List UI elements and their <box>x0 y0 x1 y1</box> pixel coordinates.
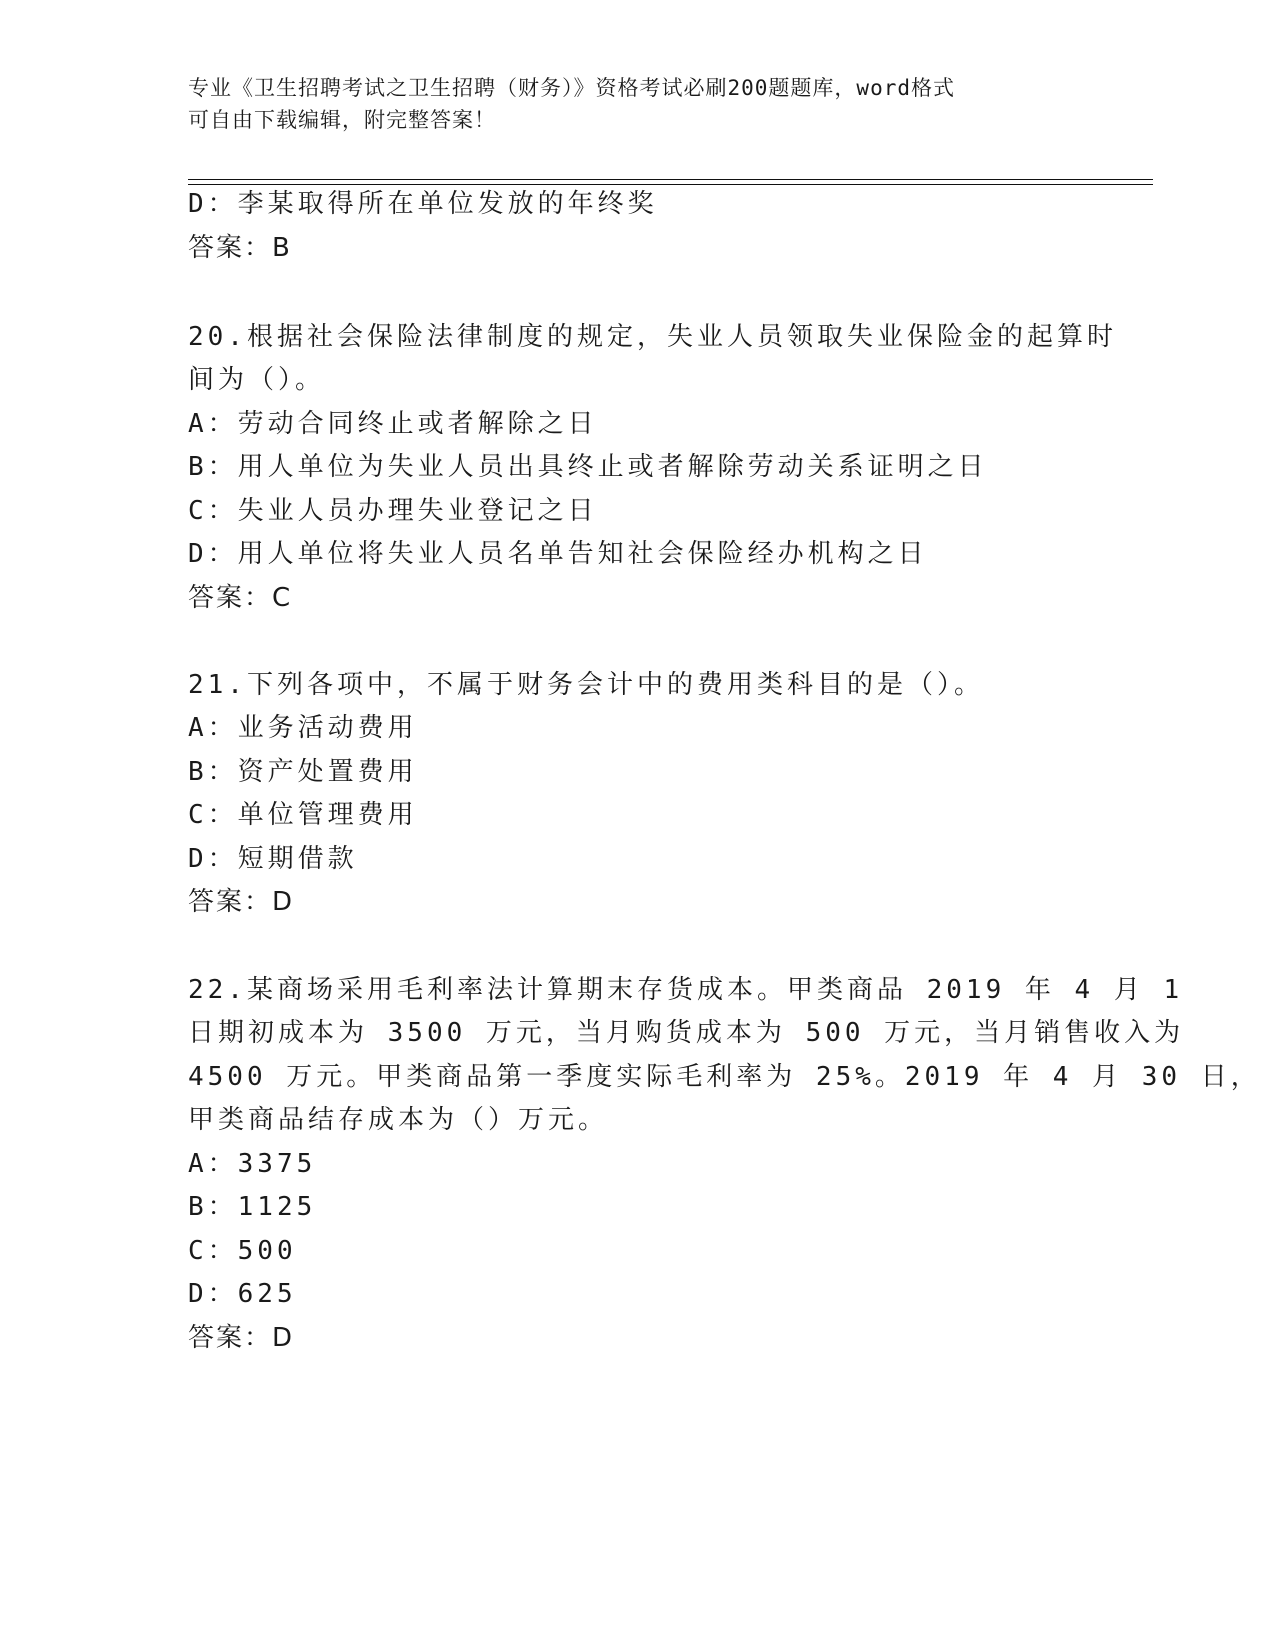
q22-stem-line-4: 甲类商品结存成本为（）万元。 <box>188 1105 609 1135</box>
q22-answer: 答案：D <box>188 1323 295 1353</box>
q20-answer: 答案：C <box>188 583 293 613</box>
q20-stem-line-2: 间为（）。 <box>188 365 326 395</box>
header-line-1: 专业《卫生招聘考试之卫生招聘（财务）》资格考试必刷200题题库，word格式 <box>188 76 955 100</box>
q22-option-a: A：3375 <box>188 1149 317 1179</box>
q22-stem-line-3: 4500 万元。甲类商品第一季度实际毛利率为 25%。2019 年 4 月 30 日， <box>188 1062 1261 1092</box>
prev-answer: 答案：B <box>188 233 292 263</box>
q21-option-c: C：单位管理费用 <box>188 800 418 830</box>
q22-option-b: B：1125 <box>188 1192 317 1222</box>
header-rule-bottom <box>188 184 1153 185</box>
q20-option-c: C：失业人员办理失业登记之日 <box>188 496 598 526</box>
q21-stem-line-1: 21.下列各项中，不属于财务会计中的费用类科目的是（）。 <box>188 670 984 700</box>
q21-answer: 答案：D <box>188 887 295 917</box>
q20-option-a: A：劳动合同终止或者解除之日 <box>188 409 598 439</box>
q22-option-d: D：625 <box>188 1279 297 1309</box>
q20-option-d: D：用人单位将失业人员名单告知社会保险经办机构之日 <box>188 539 928 569</box>
q21-option-d: D：短期借款 <box>188 844 358 874</box>
q21-option-a: A：业务活动费用 <box>188 713 418 743</box>
header-rule-top <box>188 179 1153 180</box>
q20-stem-line-1: 20.根据社会保险法律制度的规定，失业人员领取失业保险金的起算时 <box>188 322 1117 352</box>
q22-stem-line-2: 日期初成本为 3500 万元，当月购货成本为 500 万元，当月销售收入为 <box>188 1018 1185 1048</box>
header-line-2: 可自由下载编辑，附完整答案！ <box>188 108 496 132</box>
prev-option-d: D：李某取得所在单位发放的年终奖 <box>188 189 658 219</box>
q22-option-c: C：500 <box>188 1236 297 1266</box>
q20-option-b: B：用人单位为失业人员出具终止或者解除劳动关系证明之日 <box>188 452 988 482</box>
q22-stem-line-1: 22.某商场采用毛利率法计算期末存货成本。甲类商品 2019 年 4 月 1 <box>188 975 1184 1005</box>
q21-option-b: B：资产处置费用 <box>188 757 418 787</box>
document-header <box>188 72 1068 136</box>
